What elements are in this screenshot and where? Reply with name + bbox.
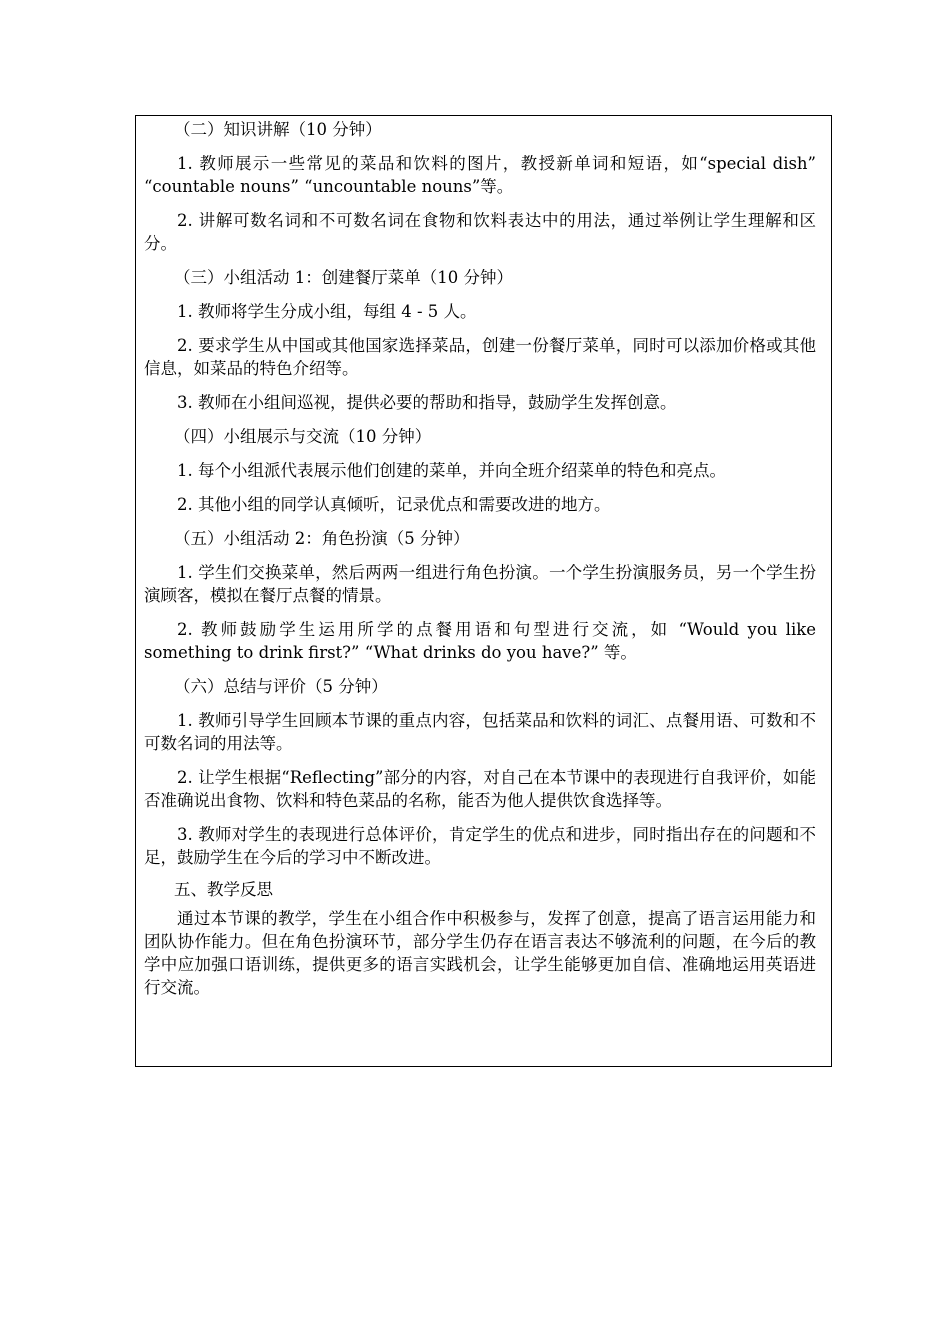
section-heading-presentation: （四）小组展示与交流（10 分钟）	[174, 427, 432, 446]
paragraph: 1. 教师将学生分成小组，每组 4 - 5 人。	[177, 302, 477, 321]
paragraph: 2. 教师鼓励学生运用所学的点餐用语和句型进行交流，如 “Would you like something to drink first?” “What drinks do you have?” 等。	[144, 620, 816, 662]
lesson-plan-content	[144, 118, 816, 1010]
paragraph: 1. 学生们交换菜单，然后两两一组进行角色扮演。一个学生扮演服务员，另一个学生扮演顾客，模拟在餐厅点餐的情景。	[144, 563, 816, 605]
section-heading-knowledge: （二）知识讲解（10 分钟）	[174, 120, 382, 139]
paragraph: 通过本节课的教学，学生在小组合作中积极参与，发挥了创意，提高了语言运用能力和团队协作能力。但在角色扮演环节，部分学生仍存在语言表达不够流利的问题，在今后的教学中应加强口语训练，提供更多的语言实践机会，让学生能够更加自信、准确地运用英语进行交流。	[144, 909, 816, 997]
section-heading-reflection: 五、教学反思	[174, 880, 273, 899]
paragraph: 1. 教师展示一些常见的菜品和饮料的图片，教授新单词和短语，如“special dish” “countable nouns” “uncountable nouns”等。	[144, 154, 816, 196]
paragraph: 2. 讲解可数名词和不可数名词在食物和饮料表达中的用法，通过举例让学生理解和区分。	[144, 211, 816, 253]
paragraph: 1. 每个小组派代表展示他们创建的菜单，并向全班介绍菜单的特色和亮点。	[177, 461, 726, 480]
section-heading-summary: （六）总结与评价（5 分钟）	[174, 677, 388, 696]
paragraph: 1. 教师引导学生回顾本节课的重点内容，包括菜品和饮料的词汇、点餐用语、可数和不可数名词的用法等。	[144, 711, 816, 753]
paragraph: 2. 要求学生从中国或其他国家选择菜品，创建一份餐厅菜单，同时可以添加价格或其他信息，如菜品的特色介绍等。	[144, 336, 816, 378]
paragraph: 3. 教师在小组间巡视，提供必要的帮助和指导，鼓励学生发挥创意。	[177, 393, 677, 412]
paragraph: 2. 其他小组的同学认真倾听，记录优点和需要改进的地方。	[177, 495, 611, 514]
paragraph: 3. 教师对学生的表现进行总体评价，肯定学生的优点和进步，同时指出存在的问题和不足，鼓励学生在今后的学习中不断改进。	[144, 825, 816, 867]
section-heading-group-activity-1: （三）小组活动 1：创建餐厅菜单（10 分钟）	[174, 268, 513, 287]
section-heading-role-play: （五）小组活动 2：角色扮演（5 分钟）	[174, 529, 470, 548]
paragraph: 2. 让学生根据“Reflecting”部分的内容，对自己在本节课中的表现进行自我评价，如能否准确说出食物、饮料和特色菜品的名称，能否为他人提供饮食选择等。	[144, 768, 816, 810]
